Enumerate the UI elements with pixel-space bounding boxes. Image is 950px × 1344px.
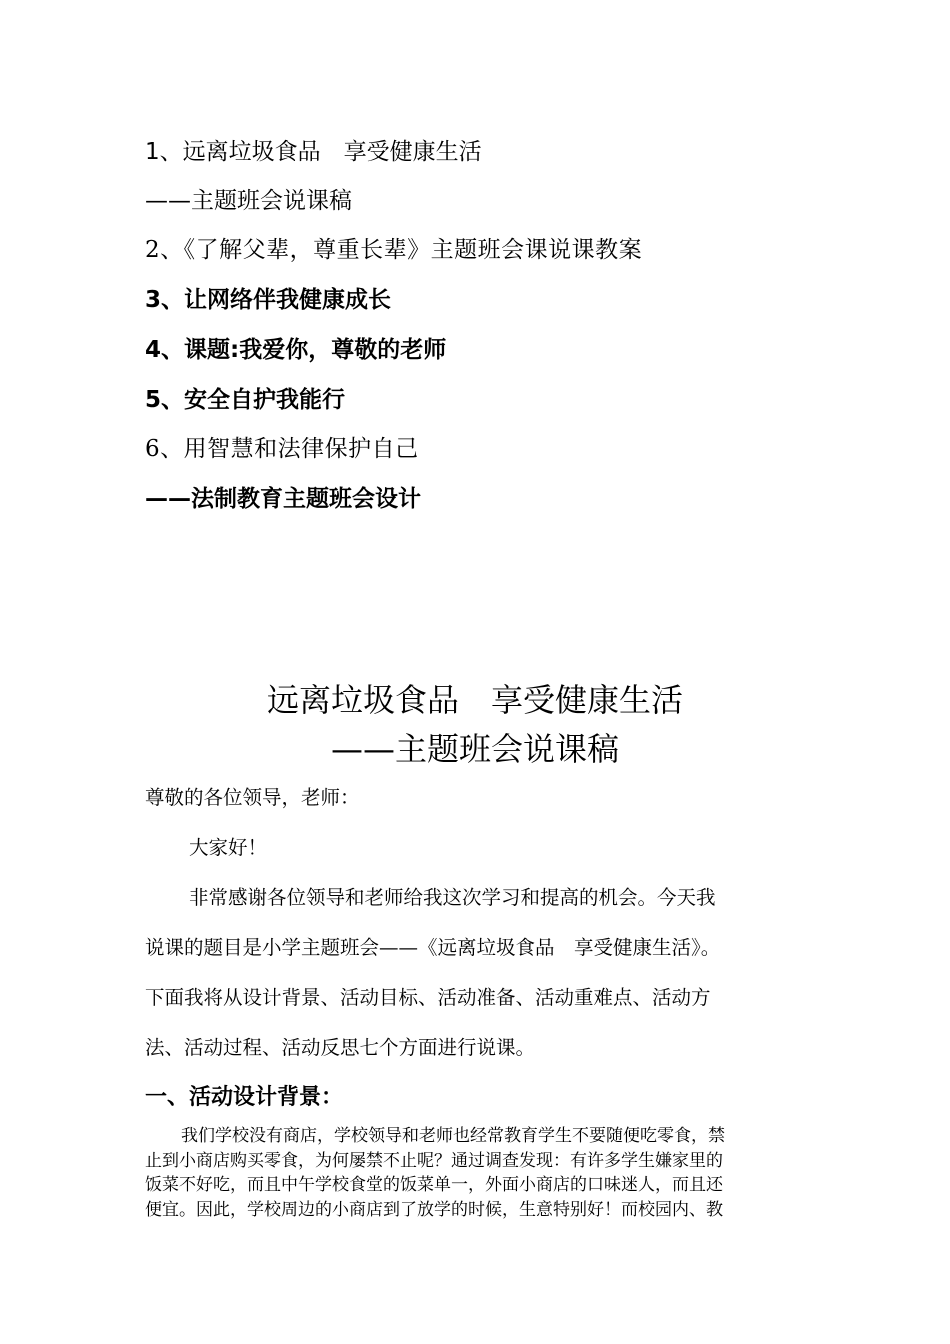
toc-item-1-subtitle: ——主题班会说课稿 <box>145 188 352 214</box>
intro-line: 非常感谢各位领导和老师给我这次学习和提高的机会。今天我 <box>189 886 716 909</box>
salutation: 尊敬的各位领导，老师： <box>145 786 360 809</box>
intro-line: 下面我将从设计背景、活动目标、活动准备、活动重难点、活动方 <box>145 986 711 1009</box>
toc-item-2: 2、《了解父辈，尊重长辈》主题班会课说课教案 <box>145 237 643 263</box>
article-subtitle: ——主题班会说课稿 <box>330 730 619 768</box>
article-title: 远离垃圾食品 享受健康生活 <box>266 681 683 719</box>
toc-item-4: 4、课题:我爱你，尊敬的老师 <box>145 337 447 363</box>
toc-item-6: 6、用智慧和法律保护自己 <box>145 436 419 462</box>
paragraph-line: 便宜。因此，学校周边的小商店到了放学的时候，生意特别好！而校园内、教 <box>145 1199 723 1220</box>
toc-item-5: 5、安全自护我能行 <box>145 387 346 413</box>
paragraph-line: 我们学校没有商店，学校领导和老师也经常教育学生不要随便吃零食，禁 <box>181 1126 725 1146</box>
toc-item-3: 3、让网络伴我健康成长 <box>145 287 392 313</box>
section-heading: 一、活动设计背景： <box>145 1085 344 1110</box>
section-1-paragraph <box>145 1124 815 1222</box>
intro-line: 说课的题目是小学主题班会——《远离垃圾食品 享受健康生活》。 <box>145 936 721 959</box>
toc-item-1: 1、远离垃圾食品 享受健康生活 <box>145 139 482 165</box>
greeting: 大家好！ <box>189 836 268 859</box>
paragraph-line: 饭菜不好吃，而且中午学校食堂的饭菜单一，外面小商店的口味迷人，而且还 <box>145 1175 723 1195</box>
intro-line: 法、活动过程、活动反思七个方面进行说课。 <box>145 1036 536 1059</box>
paragraph-line: 止到小商店购买零食，为何屡禁不止呢？通过调查发现：有许多学生嫌家里的 <box>145 1150 723 1171</box>
toc-item-6-subtitle: ——法制教育主题班会设计 <box>145 486 421 512</box>
